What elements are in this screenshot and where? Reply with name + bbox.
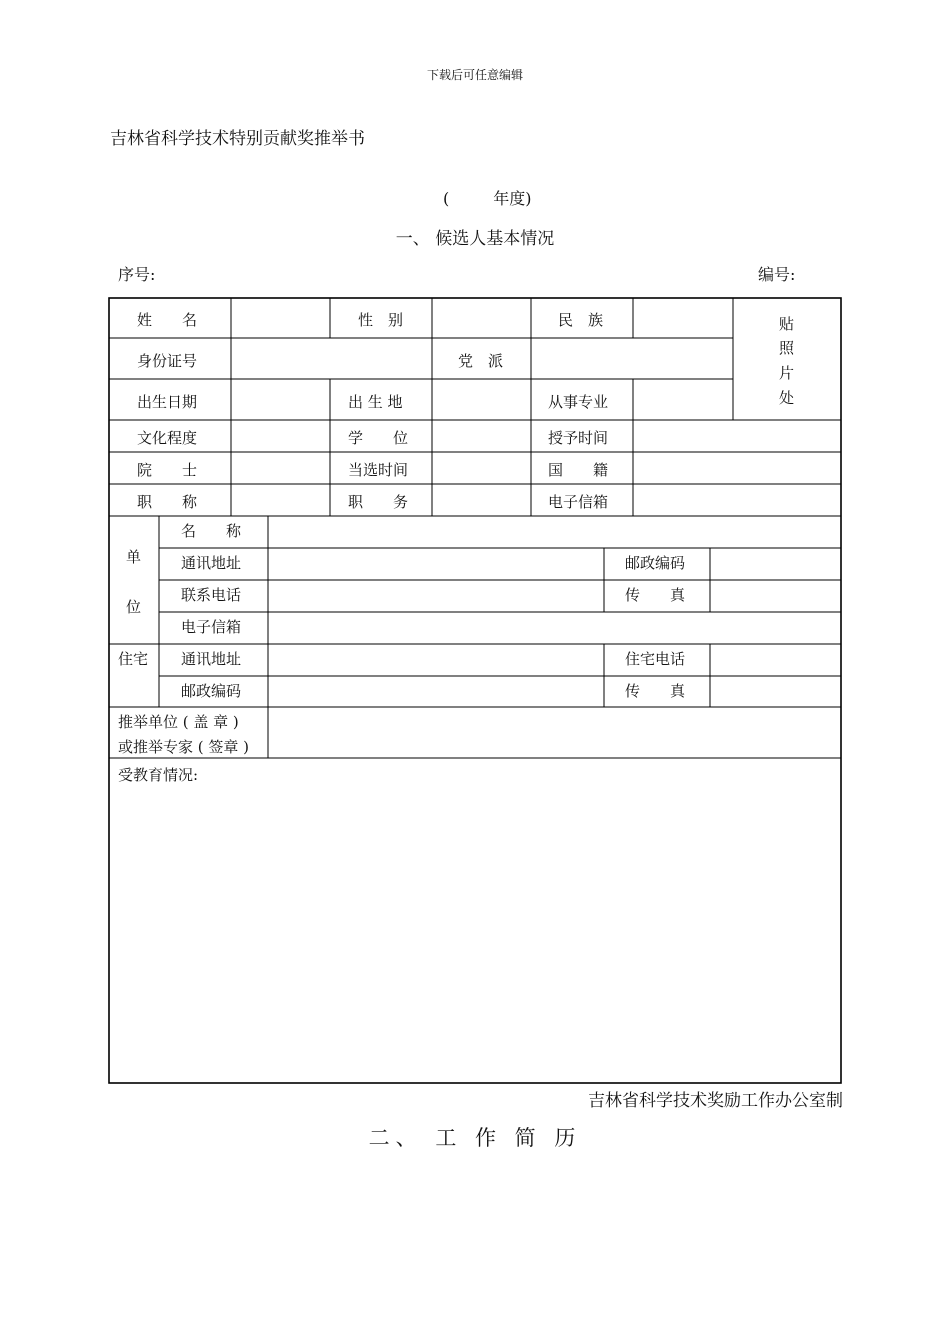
field-recommend-signature[interactable]	[269, 708, 840, 757]
field-ethnicity[interactable]	[634, 299, 732, 337]
field-unit-address[interactable]	[269, 549, 603, 579]
label-education-history: 受教育情况:	[118, 766, 199, 784]
label-recommend-unit: 推举单位 ( 盖 章 )	[118, 713, 239, 731]
label-birth-date: 出生日期	[137, 393, 198, 411]
label-unit-name: 名 称	[181, 522, 242, 540]
year-label: 年度)	[493, 189, 532, 208]
photo-char-2: 照	[779, 339, 795, 357]
label-specialty: 从事专业	[548, 393, 609, 411]
label-gender: 性 别	[358, 311, 404, 329]
label-id-number: 身份证号	[137, 352, 198, 370]
field-name[interactable]	[232, 299, 329, 337]
field-academician[interactable]	[232, 453, 329, 483]
label-degree: 学 位	[348, 429, 409, 447]
label-home-phone: 住宅电话	[625, 650, 686, 668]
field-home-postcode[interactable]	[269, 677, 603, 706]
label-ethnicity: 民 族	[558, 311, 604, 329]
field-party[interactable]	[532, 339, 732, 378]
photo-char-3: 片	[779, 364, 795, 382]
field-email[interactable]	[634, 485, 840, 515]
field-gender[interactable]	[433, 299, 530, 337]
photo-char-1: 贴	[779, 315, 795, 333]
field-unit-email[interactable]	[269, 613, 840, 643]
label-recommend-expert: 或推举专家 ( 签章 )	[118, 738, 250, 756]
label-academician: 院 士	[137, 461, 198, 479]
section-1-heading: 一、 候选人基本情况	[395, 229, 555, 249]
label-unit-address: 通讯地址	[181, 554, 242, 572]
number-label: 编号:	[758, 265, 796, 284]
field-birth-place[interactable]	[433, 380, 530, 419]
field-unit-phone[interactable]	[269, 581, 603, 611]
label-nationality: 国 籍	[548, 461, 609, 479]
field-elected-time[interactable]	[433, 453, 530, 483]
field-unit-name[interactable]	[269, 517, 840, 547]
header-note: 下载后可任意编辑	[426, 68, 523, 82]
field-degree[interactable]	[433, 421, 530, 451]
label-unit-email: 电子信箱	[181, 618, 242, 636]
label-unit-phone: 联系电话	[181, 586, 242, 604]
field-id-number[interactable]	[232, 339, 431, 378]
label-party: 党 派	[458, 352, 504, 370]
label-elected-time: 当选时间	[348, 461, 409, 479]
home-label: 住宅	[118, 650, 149, 668]
unit-label-char-1: 单	[126, 548, 142, 566]
field-birth-date[interactable]	[232, 380, 329, 419]
label-name: 姓 名	[137, 311, 198, 329]
label-home-fax: 传 真	[625, 682, 686, 700]
sequence-label: 序号:	[118, 265, 156, 284]
label-education: 文化程度	[137, 429, 198, 447]
label-unit-postcode: 邮政编码	[625, 554, 686, 572]
field-unit-postcode[interactable]	[711, 549, 840, 579]
label-home-postcode: 邮政编码	[181, 682, 242, 700]
label-position: 职 务	[348, 493, 409, 511]
photo-char-4: 处	[779, 389, 795, 407]
field-grant-time[interactable]	[634, 421, 840, 451]
field-education-history[interactable]	[110, 786, 840, 1082]
document-title: 吉林省科学技术特别贡献奖推举书	[110, 129, 365, 149]
label-home-address: 通讯地址	[181, 650, 242, 668]
footer-organization: 吉林省科学技术奖励工作办公室制	[588, 1091, 843, 1111]
label-birth-place: 出 生 地	[348, 393, 403, 411]
field-position[interactable]	[433, 485, 530, 515]
label-email: 电子信箱	[548, 493, 609, 511]
label-unit-fax: 传 真	[625, 586, 686, 604]
field-home-fax[interactable]	[711, 677, 840, 706]
label-grant-time: 授予时间	[548, 429, 609, 447]
field-specialty[interactable]	[634, 380, 732, 419]
unit-label-char-2: 位	[126, 598, 142, 616]
year-open: (	[443, 189, 450, 208]
section-2-heading: 二、 工 作 简 历	[368, 1126, 582, 1150]
field-home-address[interactable]	[269, 645, 603, 675]
label-title: 职 称	[137, 493, 198, 511]
field-education[interactable]	[232, 421, 329, 451]
field-nationality[interactable]	[634, 453, 840, 483]
field-title[interactable]	[232, 485, 329, 515]
field-home-phone[interactable]	[711, 645, 840, 675]
field-unit-fax[interactable]	[711, 581, 840, 611]
